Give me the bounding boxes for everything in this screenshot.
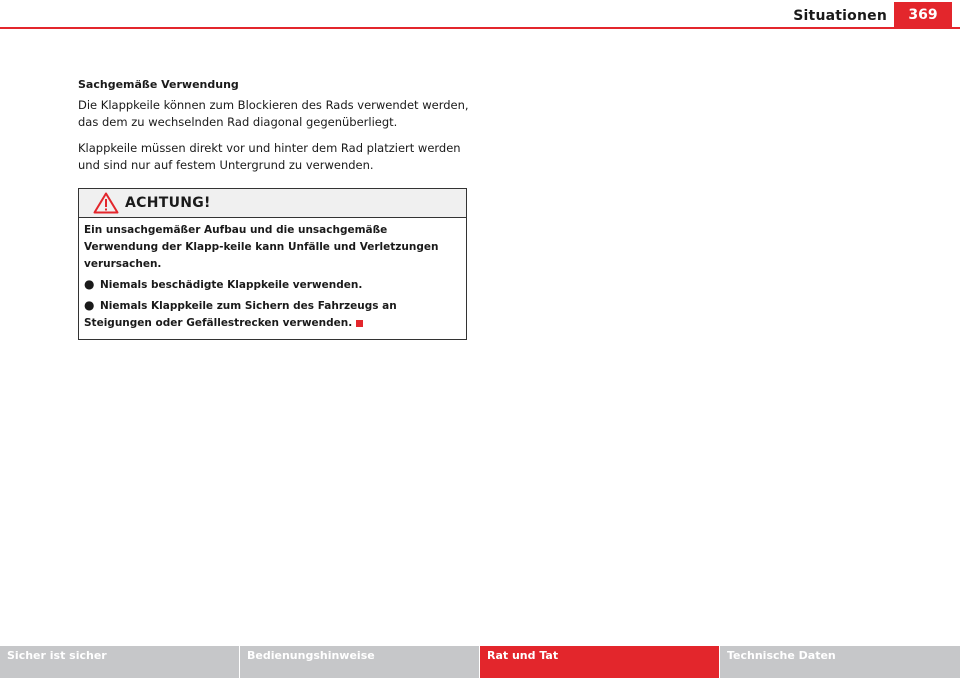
footer-tab-bedienung[interactable]: Bedienungshinweise xyxy=(240,646,480,678)
page-number-badge: 369 xyxy=(894,2,952,28)
paragraph: Klappkeile müssen direkt vor und hinter dem Rad platziert werden und sind nur auf festem Untergrund zu verwenden. xyxy=(78,141,461,172)
warning-body xyxy=(79,218,466,339)
warning-header xyxy=(79,189,466,218)
warning-title: ACHTUNG! xyxy=(125,195,211,211)
warning-intro: Ein unsachgemäßer Aufbau und die unsachgemäße Verwendung der Klapp-keile kann Unfälle und Verletzungen verursachen. xyxy=(84,224,439,270)
footer-nav xyxy=(0,646,960,678)
footer-tab-sicher[interactable]: Sicher ist sicher xyxy=(0,646,240,678)
warning-box xyxy=(78,188,467,340)
warning-triangle-icon xyxy=(93,192,119,214)
warning-bullet-text: Niemals beschädigte Klappkeile verwenden. xyxy=(100,279,363,291)
bullet-icon: ● xyxy=(84,277,95,291)
warning-bullet-text: Niemals Klappkeile zum Sichern des Fahrzeugs an Steigungen oder Gefällestrecken verwenden. xyxy=(84,300,397,329)
bullet-icon: ● xyxy=(84,298,95,312)
warning-bullet xyxy=(84,297,461,332)
footer-tab-rat-und-tat[interactable]: Rat und Tat xyxy=(480,646,720,678)
section-heading: Sachgemäße Verwendung xyxy=(78,78,239,91)
warning-bullet xyxy=(84,276,461,294)
chapter-title: Situationen xyxy=(793,8,887,24)
end-marker-icon xyxy=(356,320,363,327)
footer-tab-technische-daten[interactable]: Technische Daten xyxy=(720,646,960,678)
paragraph: Die Klappkeile können zum Blockieren des Rads verwendet werden, das dem zu wechselnden Rad diagonal gegenüberliegt. xyxy=(78,98,469,129)
header-divider xyxy=(0,27,960,29)
main-content xyxy=(78,78,470,340)
